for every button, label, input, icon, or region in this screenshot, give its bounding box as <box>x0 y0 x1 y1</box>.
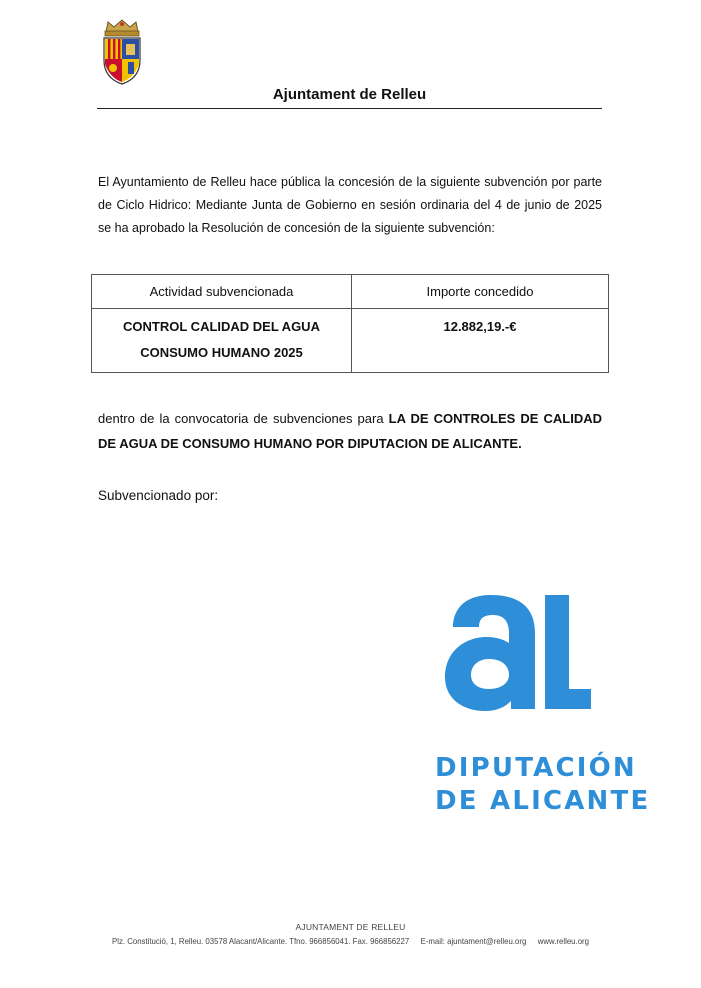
footer-title: AJUNTAMENT DE RELLEU <box>295 922 406 932</box>
header-amount: Importe concedido <box>352 275 609 309</box>
activity-cell <box>92 309 352 373</box>
logo-line-1: DIPUTACIÓN <box>435 753 637 783</box>
page-title: Ajuntament de Relleu <box>272 86 427 103</box>
footer-web: www.relleu.org <box>537 936 590 946</box>
header-activity: Actividad subvencionada <box>92 275 352 309</box>
intro-paragraph: El Ayuntamiento de Relleu hace pública la concesión de la siguiente subvención por parte de Ciclo Hidrico: Mediante Junta de Gobierno en sesión ordinaria del 4 de junio de 2025 se ha aprobado la Resolución de concesión de la siguiente subvención: <box>98 175 602 235</box>
body-prefix: dentro de la convocatoria de subvenciones para <box>98 411 389 426</box>
table-row <box>92 309 609 373</box>
footer-address: Plz. Constitució, 1, Relleu. 03578 Alacant/Alicante. Tfno. 966856041. Fax. 966856227 <box>111 936 410 946</box>
footer-contact <box>28 936 673 946</box>
header-divider <box>97 108 602 109</box>
footer-email: E-mail: ajuntament@relleu.org <box>420 936 527 946</box>
coat-of-arms-icon <box>98 18 146 86</box>
logo-line-2: DE ALICANTE <box>435 786 651 816</box>
body-paragraph <box>98 406 602 456</box>
grant-table <box>91 274 609 373</box>
table-header-row <box>92 275 609 309</box>
page-footer <box>0 922 701 946</box>
subvencionado-label: Subvencionado por: <box>98 488 219 503</box>
diputacion-alicante-logo <box>433 593 651 816</box>
body-bold: LA DE CONTROLES DE CALIDAD DE AGUA DE CONSUMO HUMANO POR DIPUTACION DE ALICANTE. <box>98 411 602 451</box>
amount-cell: 12.882,19.-€ <box>352 309 609 373</box>
activity-line-2: CONSUMO HUMANO 2025 <box>140 345 303 360</box>
activity-line-1: CONTROL CALIDAD DEL AGUA <box>123 319 320 334</box>
